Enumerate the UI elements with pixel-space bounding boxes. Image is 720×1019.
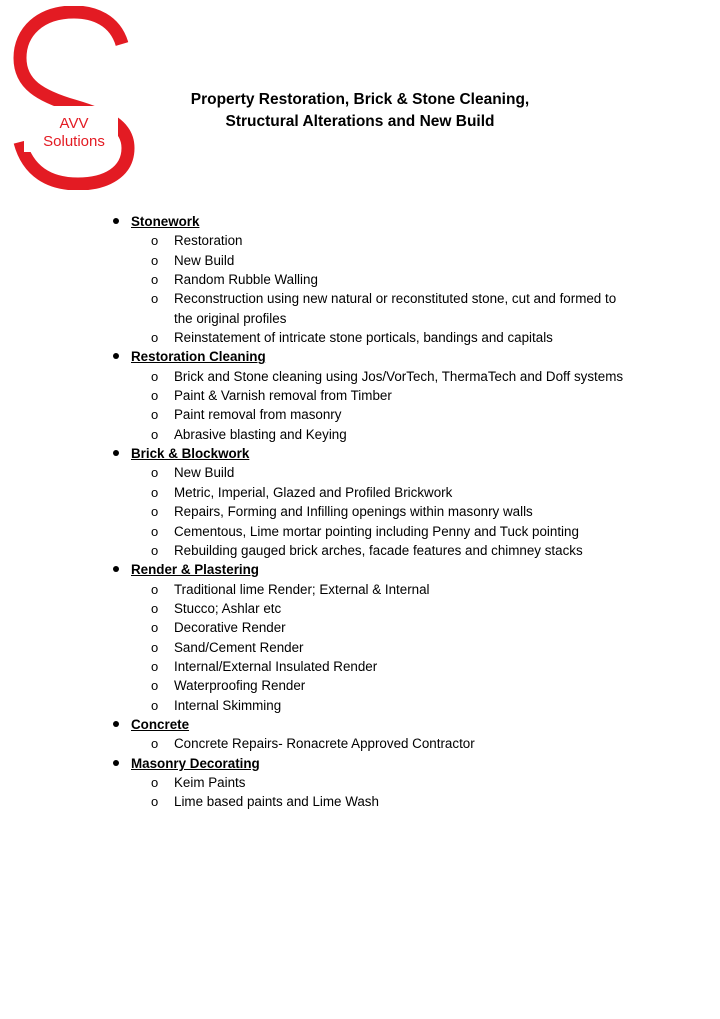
bullet-icon [113,450,119,456]
list-item [0,657,720,676]
section-title: Render & Plastering [131,562,259,578]
list-item-text: Restoration [174,233,243,249]
list-item-text: Stucco; Ashlar etc [174,600,282,616]
circle-bullet-icon: o [151,426,159,442]
logo-s-shape [10,6,140,190]
circle-bullet-icon: o [151,774,159,790]
list-item [0,483,720,502]
circle-bullet-icon: o [151,523,159,539]
bullet-icon [113,721,119,727]
section-stonework [0,212,720,347]
section-heading [0,560,720,579]
circle-bullet-icon: o [151,736,159,752]
circle-bullet-icon: o [151,484,159,500]
circle-bullet-icon: o [151,272,159,288]
list-item-text: Reinstatement of intricate stone porticals, bandings and capitals [174,330,553,346]
sub-item-list [0,231,720,347]
circle-bullet-icon: o [151,368,159,384]
bullet-icon [113,353,119,359]
circle-bullet-icon: o [151,542,159,558]
section-heading [0,347,720,366]
list-item-text: Abrasive blasting and Keying [174,426,347,442]
list-item [0,638,720,657]
list-item-text: Paint removal from masonry [174,407,342,423]
section-title: Brick & Blockwork [131,446,250,462]
section-heading [0,715,720,734]
title-line2: Structural Alterations and New Build [225,113,495,130]
list-item-text: Decorative Render [174,620,286,636]
section-render-plastering [0,560,720,715]
circle-bullet-icon: o [151,794,159,810]
circle-bullet-icon: o [151,620,159,636]
list-item [0,251,720,270]
title-line1: Property Restoration, Brick & Stone Cleaning, [190,91,530,108]
list-item-text: Repairs, Forming and Infilling openings within masonry walls [174,504,533,520]
list-item [0,792,720,811]
list-item-text: Cementous, Lime mortar pointing including Penny and Tuck pointing [174,523,579,539]
section-list [0,212,720,812]
list-item [0,541,720,560]
list-item [0,618,720,637]
sub-item-list [0,734,720,753]
list-item-text: Waterproofing Render [174,678,306,694]
circle-bullet-icon: o [151,407,159,423]
circle-bullet-icon: o [151,465,159,481]
list-item [0,502,720,521]
circle-bullet-icon: o [151,678,159,694]
list-item-text: Sand/Cement Render [174,639,304,655]
list-item-text: Rebuilding gauged brick arches, facade features and chimney stacks [174,542,583,558]
document-title [150,89,570,133]
list-item [0,522,720,541]
list-item [0,425,720,444]
sub-item-list [0,773,720,812]
section-heading [0,444,720,463]
list-item [0,367,720,386]
list-item [0,231,720,250]
circle-bullet-icon: o [151,252,159,268]
list-item-text: Concrete Repairs- Ronacrete Approved Contractor [174,736,475,752]
list-item [0,599,720,618]
list-item [0,676,720,695]
sub-item-list [0,580,720,715]
circle-bullet-icon: o [151,330,159,346]
section-title: Restoration Cleaning [131,349,266,365]
list-item [0,580,720,599]
list-item-text: Traditional lime Render; External & Internal [174,581,430,597]
list-item [0,328,720,347]
list-item [0,463,720,482]
list-item [0,289,720,328]
section-heading [0,212,720,231]
section-title: Concrete [131,716,190,732]
section-title: Stonework [131,214,200,229]
list-item-text: Random Rubble Walling [174,272,318,288]
circle-bullet-icon: o [151,581,159,597]
section-brick-blockwork [0,444,720,560]
circle-bullet-icon: o [151,233,159,249]
list-item-text: Brick and Stone cleaning using Jos/VorTech, ThermaTech and Doff systems [174,368,624,384]
bullet-icon [113,760,119,766]
services-list [0,212,720,812]
circle-bullet-icon: o [151,658,159,674]
list-item-text: New Build [174,252,235,268]
section-restoration-cleaning [0,347,720,444]
section-heading [0,754,720,773]
list-item-text: New Build [174,465,235,481]
list-item [0,773,720,792]
bullet-icon [113,566,119,572]
list-item-text: Lime based paints and Lime Wash [174,794,379,810]
list-item [0,696,720,715]
bullet-icon [113,218,119,224]
logo-text-line2: Solutions [43,133,105,150]
list-item-text: Internal Skimming [174,697,282,713]
section-concrete [0,715,720,754]
list-item [0,734,720,753]
list-item-text: Keim Paints [174,774,246,790]
company-logo [10,6,140,190]
section-masonry-decorating [0,754,720,812]
logo-text [36,115,112,151]
circle-bullet-icon: o [151,697,159,713]
logo-text-line1: AVV [59,115,89,132]
list-item-text: Paint & Varnish removal from Timber [174,388,392,404]
section-title: Masonry Decorating [131,755,260,771]
sub-item-list [0,463,720,560]
circle-bullet-icon: o [151,291,159,307]
circle-bullet-icon: o [151,504,159,520]
list-item-text: Reconstruction using new natural or reconstituted stone, cut and formed to the original profiles [174,291,617,326]
list-item [0,386,720,405]
list-item [0,270,720,289]
circle-bullet-icon: o [151,600,159,616]
circle-bullet-icon: o [151,639,159,655]
sub-item-list [0,367,720,444]
list-item [0,405,720,424]
list-item-text: Internal/External Insulated Render [174,658,378,674]
list-item-text: Metric, Imperial, Glazed and Profiled Brickwork [174,484,453,500]
circle-bullet-icon: o [151,388,159,404]
